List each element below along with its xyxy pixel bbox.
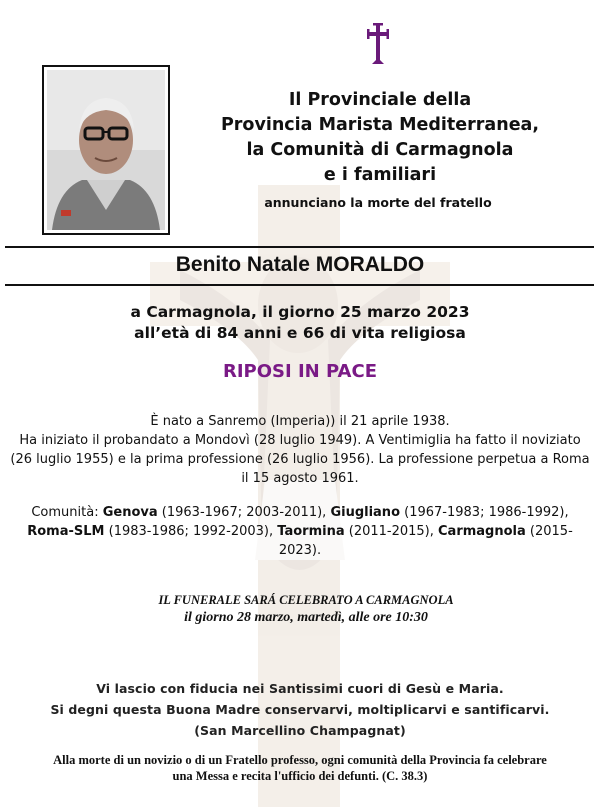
constitution-footer: [0, 752, 600, 784]
quote-attribution: (San Marcellino Champagnat): [194, 723, 406, 738]
portrait-image: [47, 70, 165, 230]
community-place: Giugliano: [330, 505, 400, 520]
formation-line: Ha iniziato il probandato a Mondovì (28 luglio 1949). A Ventimiglia ha fatto il noviziato (26 luglio 1955) e la prima professione (26 luglio 1956). La professione perpetua a Roma il 15 agosto 1961.: [10, 433, 590, 486]
funeral-notice: [0, 591, 612, 627]
quote-line: Si degni questa Buona Madre conservarvi, moltiplicarvi e santificarvi.: [50, 702, 550, 717]
communities-list: [10, 503, 590, 560]
funeral-location: IL FUNERALE SARÁ CELEBRATO A CARMAGNOLA: [158, 593, 454, 607]
top-divider: [5, 246, 594, 248]
header-line: Provincia Marista Mediterranea,: [220, 115, 540, 135]
community-place: Roma-SLM: [27, 524, 105, 539]
funeral-date-time: il giorno 28 marzo, martedì, alle ore 10:30: [184, 610, 428, 625]
birth-line: È nato a Sanremo (Imperia)) il 21 aprile 1938.: [150, 414, 450, 429]
footer-line: Alla morte di un novizio o di un Fratello professo, ogni comunità della Provincia fa celebrare: [53, 753, 547, 767]
biography: [10, 412, 590, 488]
age-line: all’età di 84 anni e 66 di vita religiosa: [134, 324, 466, 342]
community-years: (1967-1983; 1986-1992),: [400, 505, 569, 520]
community-years: (2015-2023).: [278, 524, 573, 558]
champagnat-quote: [0, 678, 600, 741]
portrait-photo: [42, 65, 170, 235]
announcing-parties: [190, 88, 570, 188]
death-details: [0, 302, 600, 344]
footer-line: una Messa e recita l'ufficio dei defunti. (C. 38.3): [172, 769, 428, 783]
header-line: la Comunità di Carmagnola: [246, 140, 514, 160]
communities-prefix: Comunità:: [31, 505, 103, 520]
community-place: Taormina: [277, 524, 345, 539]
community-years: (2011-2015),: [344, 524, 439, 539]
community-place: Genova: [102, 505, 158, 520]
deceased-name: Benito Natale MORALDO: [175, 253, 425, 276]
bottom-divider: [5, 284, 594, 286]
header-line: e i familiari: [323, 165, 437, 185]
community-place: Carmagnola: [438, 524, 526, 539]
latin-cross-icon: [366, 22, 390, 66]
announcement-text: annunciano la morte del fratello: [264, 195, 492, 210]
rip-heading: RIPOSI IN PACE: [223, 361, 377, 382]
community-years: (1963-1967; 2003-2011),: [157, 505, 331, 520]
header-line: Il Provinciale della: [288, 90, 472, 110]
community-years: (1983-1986; 1992-2003),: [104, 524, 278, 539]
death-place-date: a Carmagnola, il giorno 25 marzo 2023: [130, 303, 470, 321]
quote-line: Vi lascio con fiducia nei Santissimi cuori di Gesù e Maria.: [96, 681, 504, 696]
